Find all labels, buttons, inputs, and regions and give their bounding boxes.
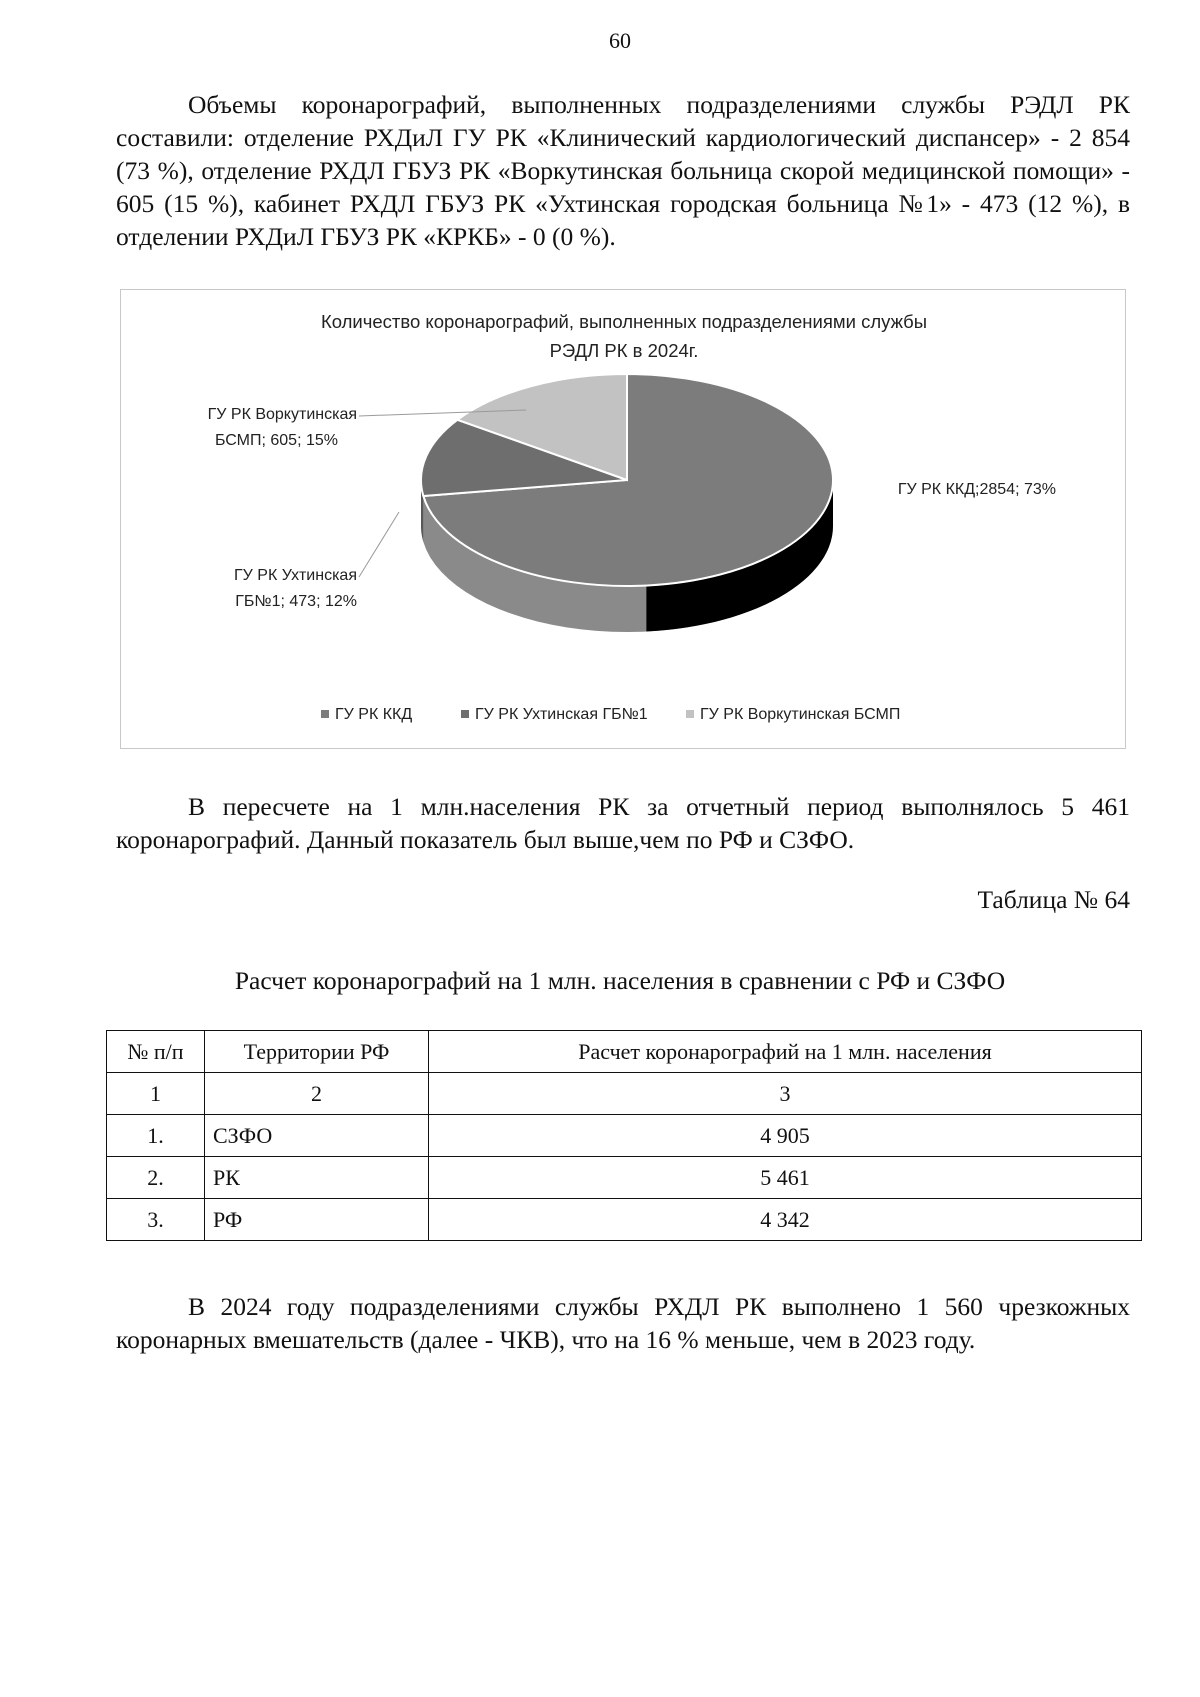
row-territory: РК	[205, 1157, 429, 1199]
leader-line-ukhta	[359, 512, 399, 577]
table-header-row	[107, 1031, 1142, 1073]
row-value: 4 342	[429, 1199, 1142, 1241]
numbering-cell: 2	[205, 1073, 429, 1115]
table-numbering-row	[107, 1073, 1142, 1115]
data-label-vorkuta-line2: БСМП; 605; 15%	[214, 432, 338, 449]
legend-swatch-kkd	[321, 710, 329, 718]
numbering-cell: 1	[107, 1073, 205, 1115]
numbering-cell: 3	[429, 1073, 1142, 1115]
table-caption: Таблица № 64	[977, 885, 1130, 914]
table-row	[107, 1157, 1142, 1199]
row-number: 2.	[107, 1157, 205, 1199]
legend-label-vorkuta: ГУ РК Воркутинская БСМП	[700, 706, 901, 723]
row-number: 1.	[107, 1115, 205, 1157]
row-value: 4 905	[429, 1115, 1142, 1157]
header-cell-value: Расчет коронарографий на 1 млн. населения	[429, 1031, 1142, 1073]
row-territory: РФ	[205, 1199, 429, 1241]
legend-label-ukhta: ГУ РК Ухтинская ГБ№1	[475, 706, 648, 723]
data-label-ukhta-line2: ГБ№1; 473; 12%	[235, 593, 357, 610]
chart-title-line2: РЭДЛ РК в 2024г.	[549, 340, 699, 361]
pie-chart	[120, 289, 1126, 749]
header-cell-territory: Территории РФ	[205, 1031, 429, 1073]
data-label-kkd: ГУ РК ККД;2854; 73%	[897, 481, 1056, 498]
data-label-ukhta-line1: ГУ РК Ухтинская	[234, 567, 357, 584]
pci-paragraph: В 2024 году подразделениями службы РХДЛ РК выполнено 1 560 чрезкожных коронарных вмешательств (далее - ЧКВ), что на 16 % меньше, чем в 2023 году.	[116, 1292, 1130, 1354]
table-row	[107, 1199, 1142, 1241]
per-million-paragraph: В пересчете на 1 млн.населения РК за отчетный период выполнялось 5 461 коронарографий. Данный показатель был выше,чем по РФ и СЗФО.	[116, 792, 1130, 854]
intro-paragraph: Объемы коронарографий, выполненных подразделениями службы РЭДЛ РК составили: отделение РХДиЛ ГУ РК «Клинический кардиологический диспансер» - 2 854 (73 %), отделение РХДЛ ГБУЗ РК «Воркутинская больница скорой медицинской помощи» - 605 (15 %), кабинет РХДЛ ГБУЗ РК «Ухтинская городская больница №1» - 473 (12 %), в отделении РХДиЛ ГБУЗ РК «КРКБ» - 0 (0 %).	[116, 90, 1130, 251]
chart-title-line1: Количество коронарографий, выполненных подразделениями службы	[320, 311, 928, 332]
row-value: 5 461	[429, 1157, 1142, 1199]
legend-swatch-vorkuta	[686, 710, 694, 718]
header-cell-number: № п/п	[107, 1031, 205, 1073]
row-number: 3.	[107, 1199, 205, 1241]
data-label-vorkuta-line1: ГУ РК Воркутинская	[207, 406, 357, 423]
pie-chart-svg	[121, 290, 1127, 750]
row-territory: СЗФО	[205, 1115, 429, 1157]
page-number: 60	[609, 28, 631, 53]
comparison-table	[106, 1030, 1142, 1241]
table-title: Расчет коронарографий на 1 млн. населения в сравнении с РФ и СЗФО	[234, 966, 1006, 995]
table-row	[107, 1115, 1142, 1157]
legend-label-kkd: ГУ РК ККД	[335, 706, 413, 723]
legend-swatch-ukhta	[461, 710, 469, 718]
